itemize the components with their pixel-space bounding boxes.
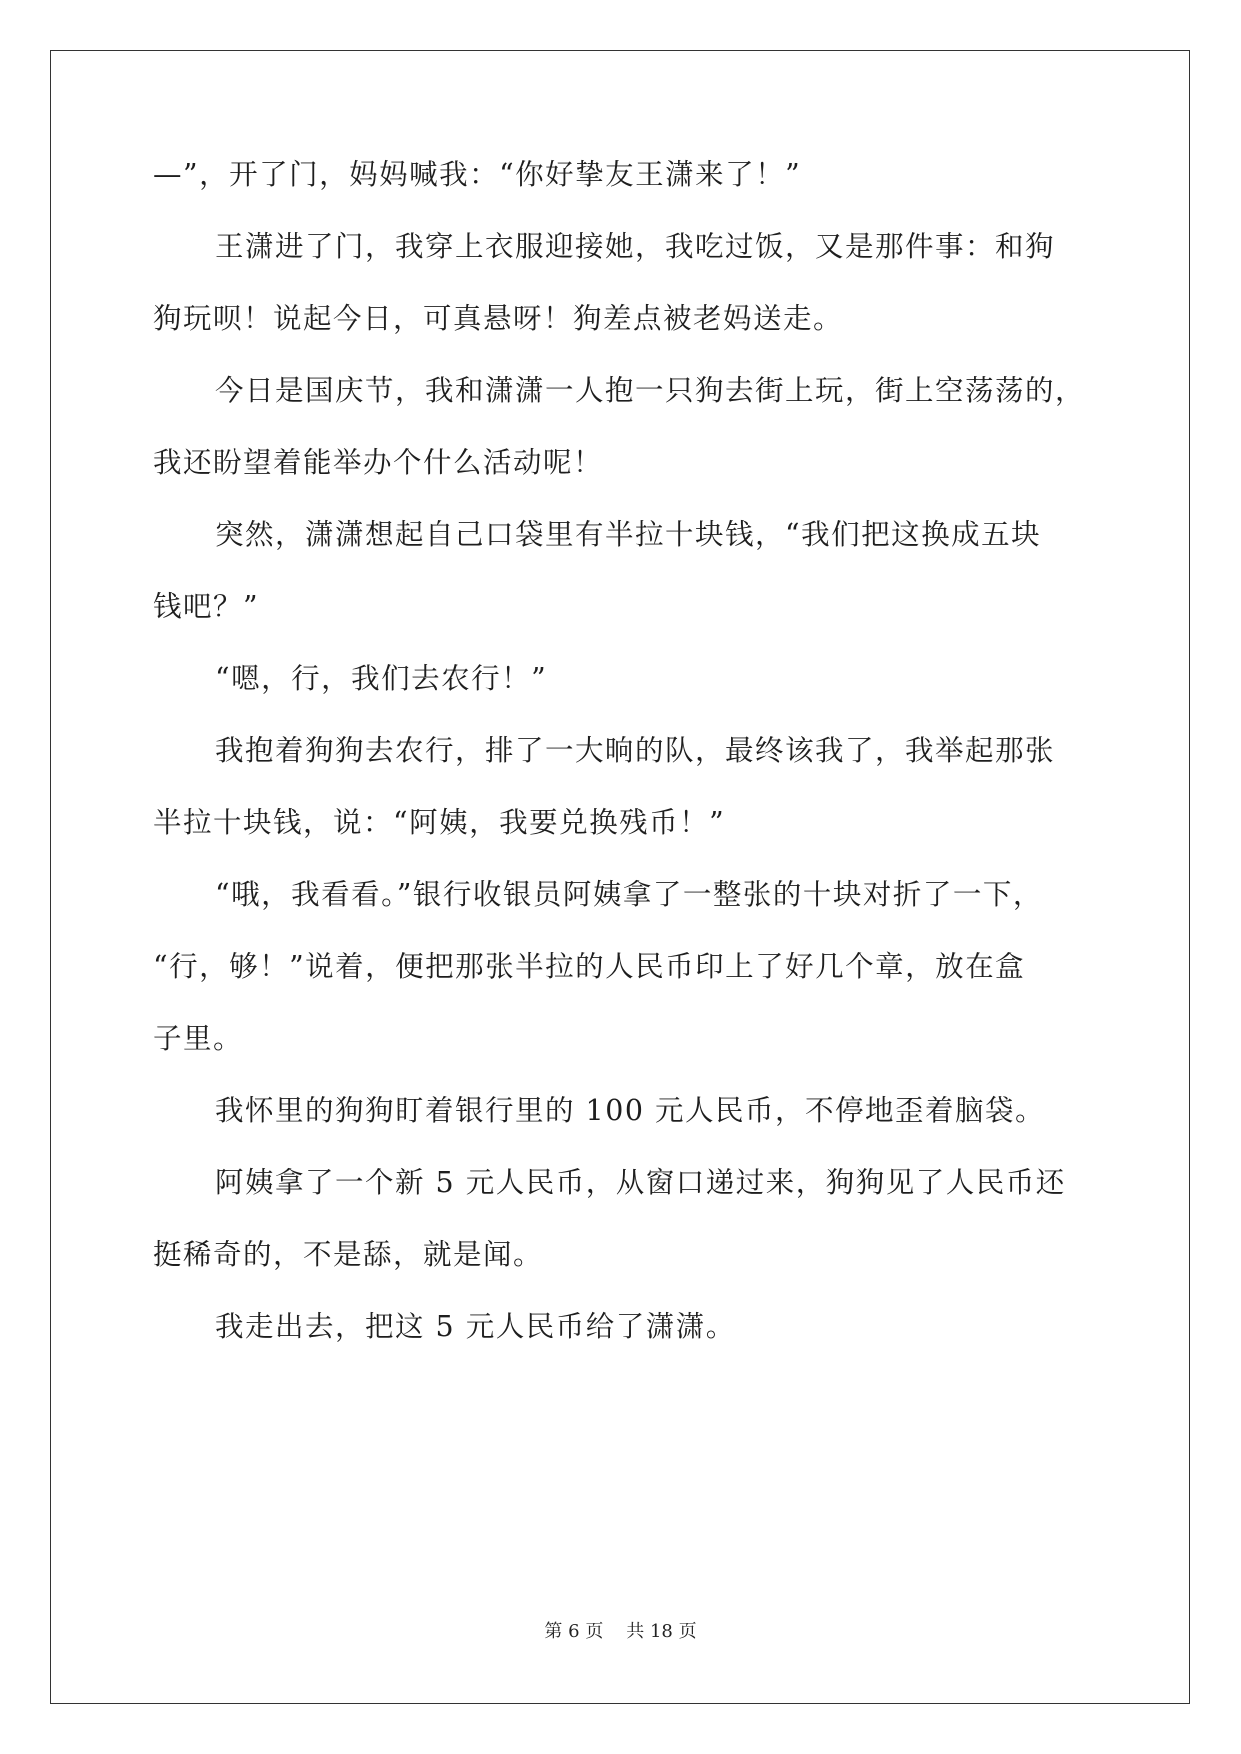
page-number: 第 6 页 [544, 1621, 604, 1642]
text-line: 挺稀奇的，不是舔，就是闻。 [153, 1238, 544, 1271]
text-line: 子里。 [153, 1022, 244, 1055]
text-line: —”，开了门，妈妈喊我：“你好挚友王潇来了！” [153, 158, 802, 191]
text-line: 我走出去，把这 5 元人民币给了潇潇。 [215, 1310, 736, 1343]
text-line: 今日是国庆节，我和潇潇一人抱一只狗去街上玩，街上空荡荡的， [215, 374, 1086, 407]
text-line: 我抱着狗狗去农行，排了一大晌的队，最终该我了，我举起那张 [215, 734, 1056, 767]
text-line: “行，够！”说着，便把那张半拉的人民币印上了好几个章，放在盒 [153, 950, 1026, 983]
text-line: 突然，潇潇想起自己口袋里有半拉十块钱，“我们把这换成五块 [215, 518, 1042, 551]
text-line: “嗯，行，我们去农行！” [215, 662, 548, 695]
text-line: “哦，我看看。”银行收银员阿姨拿了一整张的十块对折了一下， [215, 878, 1043, 911]
text-line: 半拉十块钱，说：“阿姨，我要兑换残币！” [153, 806, 726, 839]
text-line: 我还盼望着能举办个什么活动呢！ [153, 446, 604, 479]
text-line: 王潇进了门，我穿上衣服迎接她，我吃过饭，又是那件事：和狗 [215, 230, 1056, 263]
text-line: 钱吧？” [153, 590, 260, 623]
text-line: 阿姨拿了一个新 5 元人民币，从窗口递过来，狗狗见了人民币还 [215, 1166, 1066, 1199]
page-total: 共 18 页 [626, 1621, 697, 1642]
text-line: 我怀里的狗狗盯着银行里的 100 元人民币，不停地歪着脑袋。 [215, 1094, 1046, 1127]
text-line: 狗玩呗！说起今日，可真悬呀！狗差点被老妈送走。 [153, 302, 844, 335]
page-footer [0, 1617, 1241, 1643]
